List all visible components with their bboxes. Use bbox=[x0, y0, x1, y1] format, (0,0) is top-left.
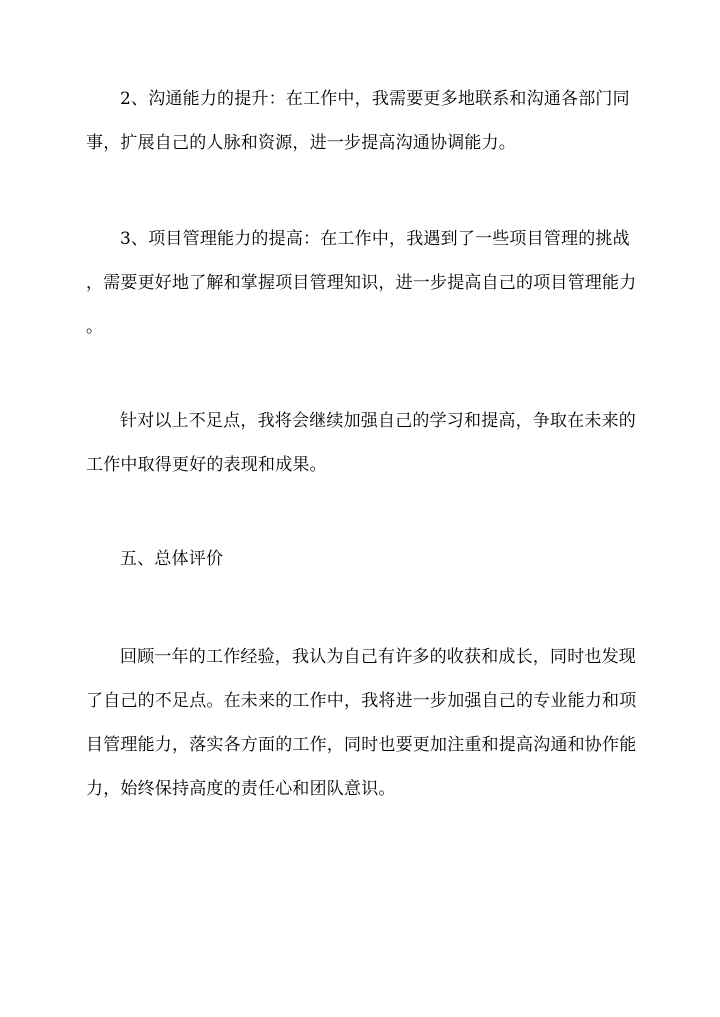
section-heading-overall-evaluation: 五、总体评价 bbox=[120, 549, 224, 569]
paragraph-project-management-line-1: 3、项目管理能力的提高：在工作中，我遇到了一些项目管理的挑战 bbox=[120, 229, 630, 249]
paragraph-communication-line-2: 事，扩展自己的人脉和资源，进一步提高沟通协调能力。 bbox=[86, 133, 516, 153]
paragraph-improvement-line-1: 针对以上不足点，我将会继续加强自己的学习和提高，争取在未来的 bbox=[120, 411, 636, 431]
paragraph-summary-line-3: 目管理能力，落实各方面的工作，同时也要更加注重和提高沟通和协作能 bbox=[86, 735, 637, 755]
paragraph-summary-line-2: 了自己的不足点。在未来的工作中，我将进一步加强自己的专业能力和项 bbox=[86, 691, 637, 711]
paragraph-project-management-line-2: ，需要更好地了解和掌握项目管理知识，进一步提高自己的项目管理能力 bbox=[86, 273, 637, 293]
paragraph-improvement-line-2: 工作中取得更好的表现和成果。 bbox=[86, 455, 327, 475]
paragraph-summary-line-4: 力，始终保持高度的责任心和团队意识。 bbox=[86, 779, 396, 799]
paragraph-project-management-line-3: 。 bbox=[86, 317, 104, 337]
paragraph-summary-line-1: 回顾一年的工作经验，我认为自己有许多的收获和成长，同时也发现 bbox=[120, 647, 636, 667]
paragraph-communication-line-1: 2、沟通能力的提升：在工作中，我需要更多地联系和沟通各部门同 bbox=[120, 89, 630, 109]
